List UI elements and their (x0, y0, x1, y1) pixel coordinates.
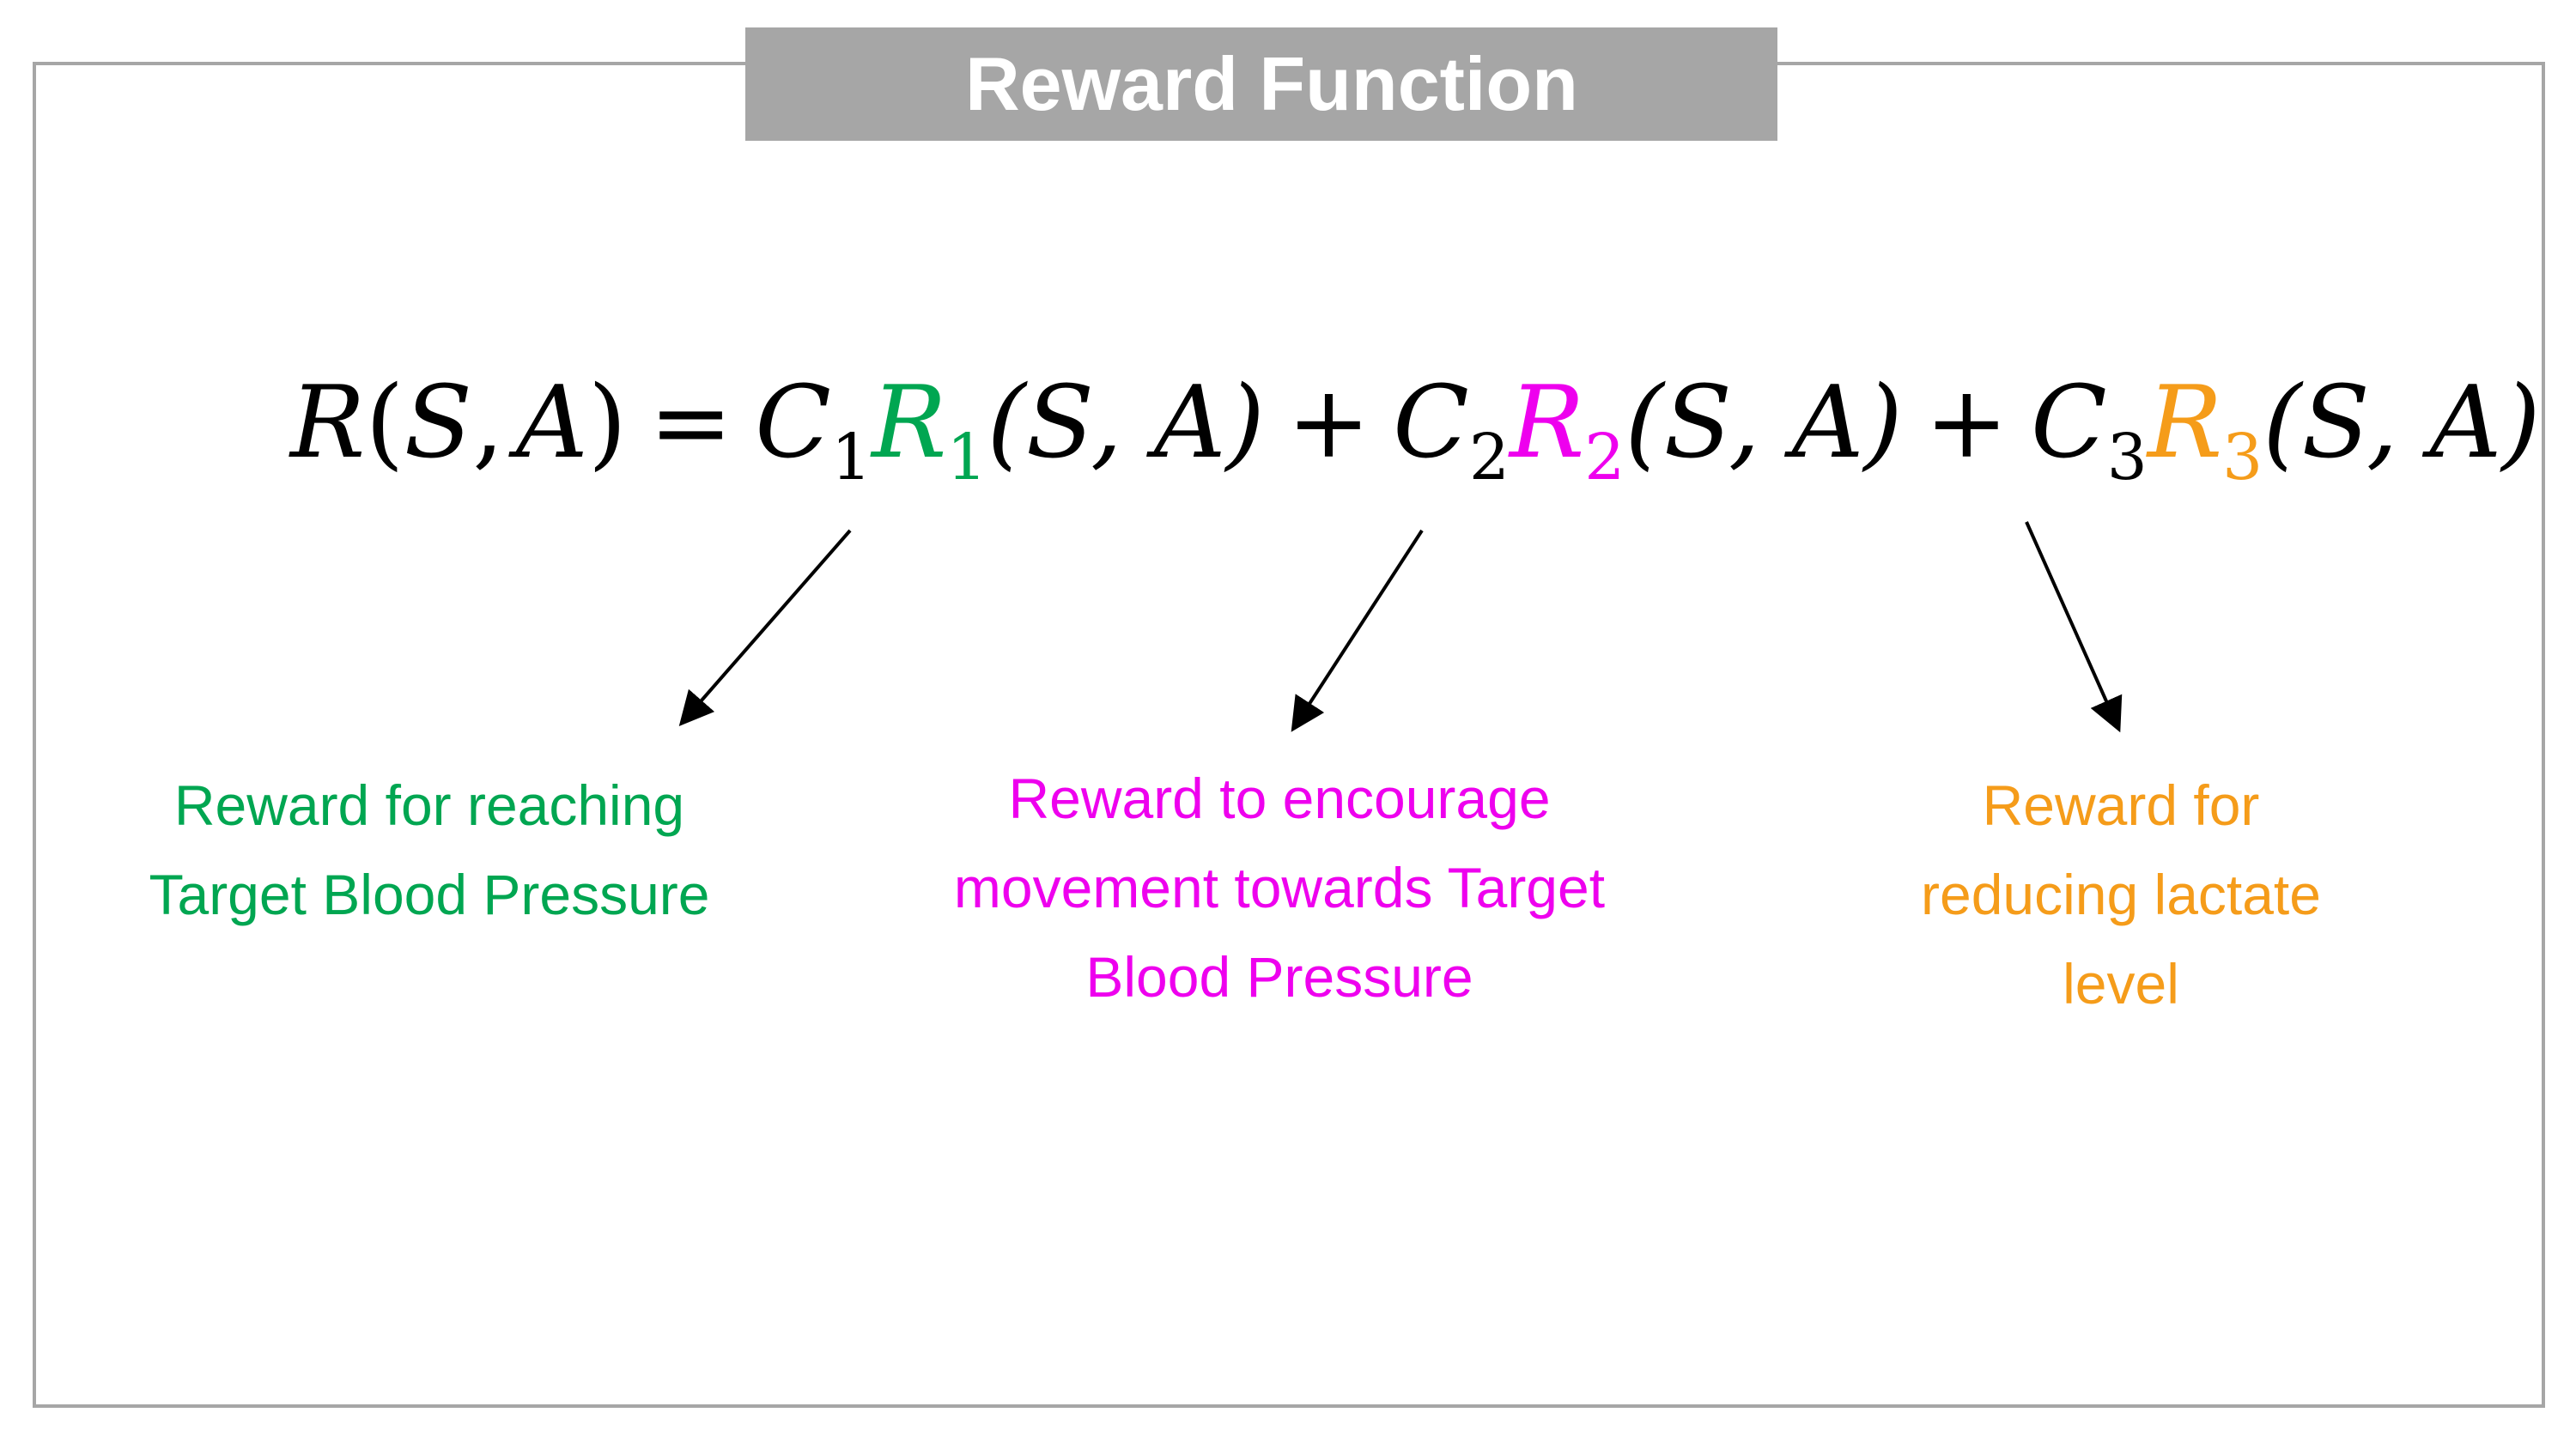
annotation-lactate (1855, 761, 2387, 1028)
arrow-r2-to-label (1295, 530, 1422, 726)
eq-term3-R-subscript: 3 (2222, 421, 2263, 494)
eq-term2-C-subscript: 2 (1468, 421, 1510, 494)
eq-term2-args: (S, A) (1625, 365, 1903, 481)
eq-lhs-A: A (515, 365, 588, 481)
eq-term2-R: R (1509, 365, 1585, 481)
annotation-line: level (2063, 952, 2179, 1016)
annotation-line: Target Blood Pressure (149, 863, 710, 926)
eq-term3-args: (S, A) (2263, 365, 2541, 481)
diagram-title: Reward Function (965, 41, 1578, 126)
eq-lhs-S: S (404, 365, 473, 481)
eq-term1-args: (S, A) (987, 365, 1265, 481)
annotation-line: reducing lactate (1921, 863, 2321, 926)
eq-lhs-R: R (290, 365, 366, 481)
arrow-r3-to-label (2026, 522, 2117, 726)
annotation-line: Blood Pressure (1085, 945, 1473, 1009)
eq-term3-C-subscript: 3 (2106, 421, 2148, 494)
eq-term1-C: C (755, 365, 831, 481)
annotation-line: Reward for (1982, 773, 2260, 837)
annotation-line: Reward to encourage (1008, 767, 1551, 830)
eq-term1-C-subscript: 1 (830, 421, 872, 494)
eq-plus-sign-1: + (1286, 365, 1371, 481)
annotation-movement-toward-bp (884, 754, 1674, 1022)
eq-term3-R: R (2147, 365, 2223, 481)
eq-term1-R: R (872, 365, 947, 481)
annotation-line: movement towards Target (953, 856, 1606, 919)
annotation-line: Reward for reaching (173, 773, 685, 837)
eq-lhs-open-paren: ( (365, 365, 404, 481)
eq-lhs-close-paren: ) (587, 365, 627, 481)
eq-term2-R-subscript: 2 (1584, 421, 1625, 494)
eq-plus-sign-2: + (1924, 365, 2008, 481)
eq-term2-C: C (1393, 365, 1469, 481)
eq-equals-sign: = (649, 365, 733, 481)
arrow-r1-to-label (683, 530, 850, 721)
eq-term1-R-subscript: 1 (946, 421, 987, 494)
eq-lhs-comma: , (472, 365, 504, 481)
annotation-target-bp (86, 761, 773, 939)
eq-term3-C: C (2030, 365, 2107, 481)
